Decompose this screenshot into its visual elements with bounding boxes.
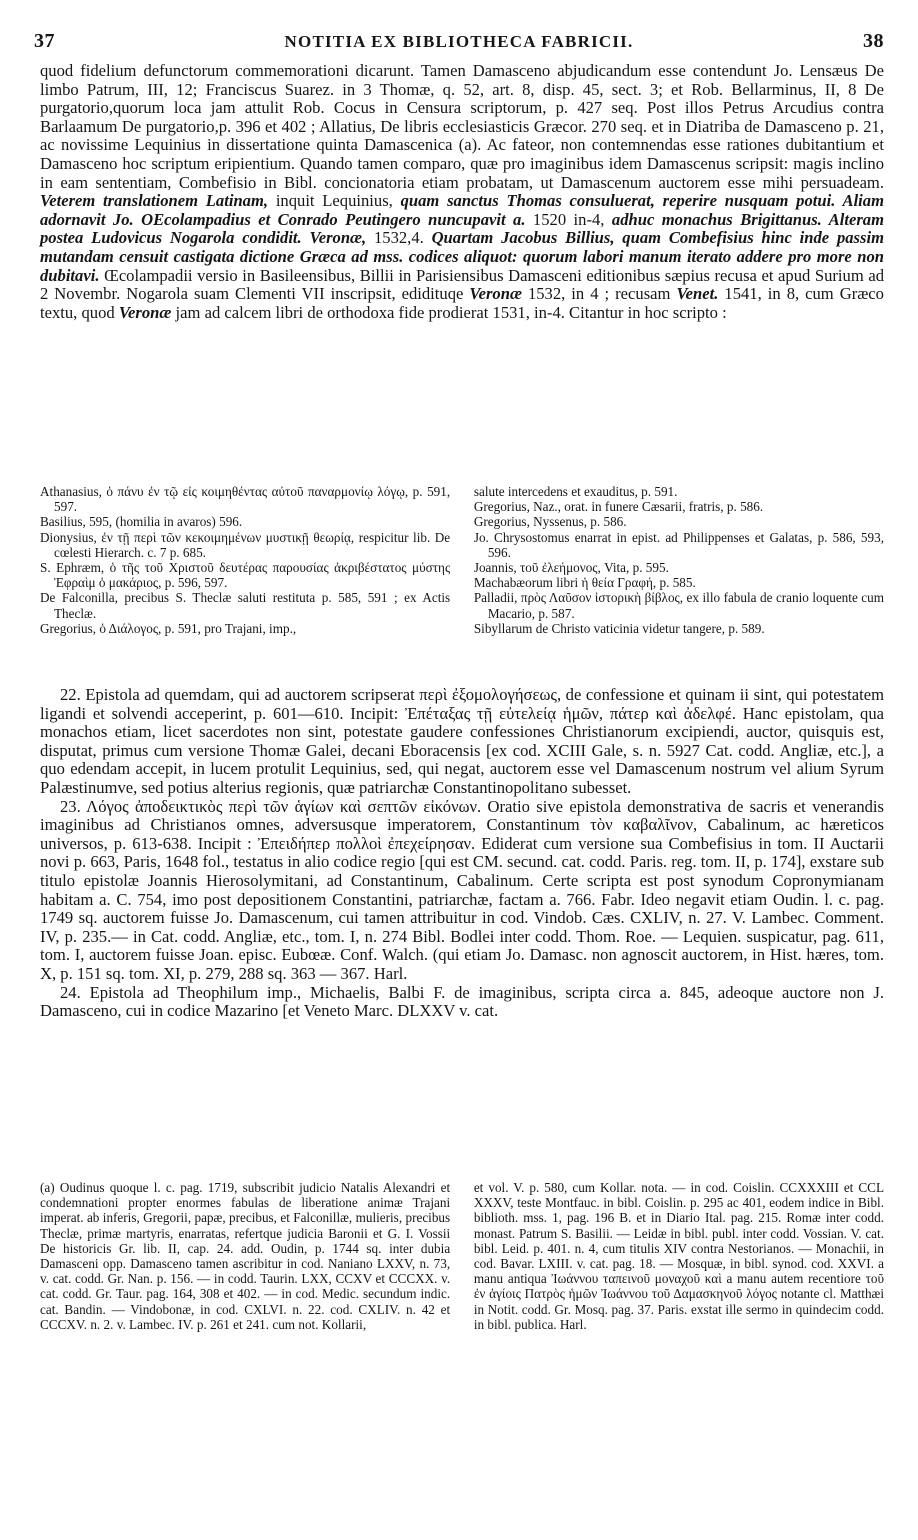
- section-22: 22. Epistola ad quemdam, qui ad auctorem scripserat περὶ ἐξομολογήσεως, de confessione et quinam ii sint, qui potestatem ligandi et solvendi acceperint, p. 601—610. Incipit: Ἐπέταξας τῇ εὐτελείᾳ ἡμῶν, πάτερ καὶ ἀδελφέ. Hanc epistolam, qua monachos etiam, licet sacerdotes non sint, potestate gaudere confessiones Christianorum excipiendi, auctor, quisquis est, disputat, primus cum versione Thomæ Galei, decani Eboracensis [ex cod. XCIII Gale, s. n. 5927 Cat. codd. Angliæ, etc.], a quo edendam accepit, in lucem protulit Lequinius, sed, qui negat, auctorem esse vel Damascenum nostrum vel alium Syrum Palæstinumve, sed potius alterius regionis, quæ patriarchæ Constantinopolitano subesset.: [40, 685, 884, 797]
- section-24: 24. Epistola ad Theophilum imp., Michaelis, Balbi F. de imaginibus, scripta circa a. 845, adeoque auctore non J. Damasceno, cui in codice Mazarino [et Veneto Marc. DLXXV v. cat.: [40, 982, 884, 1021]
- intro-text-10: Veronæ: [469, 284, 522, 304]
- citation-entry: Dionysius, ἐν τῇ περὶ τῶν κεκοιμημένων μυστικῇ θεωρίᾳ, respicitur lib. De cœlesti Hierarch. c. 7 p. 685.: [40, 529, 451, 560]
- citation-entry: Palladii, πρὸς Λαῦσον ἱστορικὴ βίβλος, ex illo fabula de cranio loquente cum Macario, p. 587.: [473, 590, 884, 621]
- citation-column-left: [40, 484, 450, 636]
- intro-text-6: adhuc monachus Brigittanus. Alteram postea Ludovicus Nogarola condidit. Veronæ,: [40, 209, 884, 248]
- running-title: NOTITIA EX BIBLIOTHECA FABRICII.: [284, 32, 634, 51]
- intro-text-2: Veterem translationem Latinam,: [40, 191, 269, 211]
- footnotes: [40, 1180, 884, 1332]
- footnote-a-continued: et vol. V. p. 580, cum Kollar. nota. — in cod. Coislin. CCXXXIII et CCL XXXV, teste Montfauc. in bibl. Coislin. p. 295 ac 401, eodem indice in Bibl. biblioth. mss. 1, pag. 196 B. et in Diario Ital. pag. 215. Romæ inter codd. monast. Patrum S. Basilii. — Leidæ in bibl. publ. inter codd. Vossian. V. cat. bibl. Leid. p. 401. n. 4, cum titulis XIV contra Nestorianos. — Monachii, in cod. Bavar. LXIII. v. cat. pag. 18. — Mosquæ, in bibl. synod. cod. XXVI. a manu antiqua Ἰωάννου ταπεινοῦ μοναχοῦ καὶ a manu autem recentiore τοῦ ἐν ἁγίοις Πατρὸς ἡμῶν Ἰωάννου τοῦ Δαμασκηνοῦ λόγος notante cl. Matthæi in Notit. codd. Gr. Mosq. pag. 37. Paris. exstat ille sermo in quindecim codd. in bibl. publica. Harl.: [473, 1180, 884, 1332]
- citation-index: [40, 484, 884, 636]
- running-header: [34, 30, 884, 60]
- intro-text-5: 1520 in-4,: [532, 209, 605, 229]
- page-number-left: 37: [34, 30, 55, 52]
- intro-text-12: Venet.: [676, 284, 719, 304]
- intro-text-14: Veronæ: [118, 302, 172, 322]
- intro-text-7: 1532,4.: [373, 228, 424, 248]
- citation-entry: salute intercedens et exauditus, p. 591.: [473, 484, 678, 499]
- intro-text-13: 1541, in 8, cum Græco textu, quod: [40, 284, 884, 322]
- citation-entry: Machabæorum libri ἡ θεία Γραφή, p. 585.: [473, 575, 696, 591]
- intro-text-11: 1532, in 4 ; recusam: [527, 284, 671, 304]
- citation-entry: Joannis, τοῦ ἐλεήμονος, Vita, p. 595.: [473, 560, 669, 576]
- citation-entry: Athanasius, ὁ πάνυ ἐν τῷ εἰς κοιμηθέντας αὐτοῦ παναρμονίῳ λόγῳ, p. 591, 597.: [40, 484, 451, 515]
- intro-paragraph: [40, 62, 884, 322]
- footnote-a: (a) Oudinus quoque l. c. pag. 1719, subscribit judicio Natalis Alexandri et condemnationi propter enormes fabulas de liberatione animæ Trajani imperat. ab inferis, Gregorii, papæ, precibus, et Falconillæ, mulieris, precibus Theclæ, primæ martyris, enarratas, refertque judicia Baronii et G. I. Vossii De historicis Gr. lib. II, cap. 24. add. Oudin, p. 1744 sq. inter dubia Damasceni opp. Damasceno tamen ascribitur in cod. Naniano LXXV, n. 73, v. cat. codd. Gr. Nan. p. 156. — in codd. Taurin. LXX, CCXV et CCCXX. v. cat. codd. Gr. Taur. pag. 164, 308 et 402. — in cod. Medic. secundum indic. cat. Bandin. — Vindobonæ, in cod. CXLVI. n. 22. cod. CXLIV. n. 42 et CCCXV. n. 2. v. Lambec. IV. p. 261 et 241. cum not. Kollarii,: [40, 1180, 451, 1332]
- intro-text-3: inquit Lequinius,: [275, 191, 393, 211]
- section-23: 23. Λόγος ἀποδεικτικὸς περὶ τῶν ἁγίων καὶ σεπτῶν εἰκόνων. Oratio sive epistola demonstrativa de sacris et venerandis imaginibus ad Christianos omnes, adversusque imperatorem, Constantinum τὸν καβαλῖνον, Cabalinum, ac hæreticos universos, p. 613-638. Incipit : Ἐπειδήπερ πολλοὶ ἐπεχείρησαν. Ediderat cum versione sua Combefisius in tom. II Auctarii novi p. 663, Paris, 1648 fol., testatus in alio codice regio [qui est CM. secund. cat. codd. Paris. reg. tom. II, p. 174], exstare sub titulo epistolæ Joannis Hierosolymitani, ad Constantinum, Cabalinum. Certe scripta est post synodum Copronymianam habitam a. C. 754, imo post depositionem Constantini, patriarchæ, factam a. 766. Fabr. Ideo negavit etiam Oudin. l. c. pag. 1749 sq. auctorem fuisse Jo. Damascenum, cui tamen attribuitur in cod. Vindob. Cæs. CXLIV, n. 27. V. Lambec. Comment. IV, p. 235.— in Cat. codd. Angliæ, etc., tom. I, n. 274 Bibl. Bodlei inter codd. Thom. Roe. — Lequien. suspicatur, pag. 611, tom. I, auctorem fuisse Joan. episc. Eubœæ. Conf. Walch. (qui etiam Jo. Damasc. non agnoscit auctorem, in Hist. hæres, tom. X, p. 151 sq. tom. XI, p. 279, 288 sq. 363 — 367. Harl.: [40, 796, 884, 983]
- citation-entry: Gregorius, ὁ Διάλογος, p. 591, pro Trajani, imp.,: [40, 620, 297, 636]
- citation-entry: Sibyllarum de Christo vaticinia videtur tangere, p. 589.: [473, 620, 765, 636]
- intro-text-8: Quartam Jacobus Billius, quam Combefisius hinc inde passim mutandam censuit castigata dictione Græca ad mss. codices aliquot: quorum labori manum iterato addere pro more non dubitavi.: [40, 228, 884, 285]
- intro-text-4: quam sanctus Thomas consuluerat, reperire nusquam potui. Aliam adornavit Jo. OEcolampadius et Conrado Peutingero nuncupavit a.: [40, 191, 884, 229]
- footnote-column-right: [474, 1180, 884, 1332]
- citation-entry: Basilius, 595, (homilia in avaros) 596.: [40, 514, 243, 530]
- intro-text-9: Œcolampadii versio in Basileensibus, Billii in Parisiensibus Damasceni editionibus sæpius recusa et apud Surium ad 2 Novembr. Nogarola suam Clementi VII inscripsit, edidituqe: [40, 265, 884, 304]
- page-number-right: 38: [862, 30, 884, 52]
- footnote-column-left: [40, 1180, 450, 1332]
- intro-text-1: quod fidelium defunctorum commemorationi dicarunt. Tamen Damasceno abjudicandum esse contendunt Jo. Lensæus De limbo Patrum, III, 12; Franciscus Suarez. in 3 Thomæ, q. 52, art. 8, disp. 45, sect. 3; et Rob. Bellarminus, II, 8 De purgatorio,quorum loca jam attulit Rob. Cocus in Censura scriptorum, p. 427 seq. Post illos Petrus Arcudius contra Barlaamum De purgatorio,p. 396 et 402 ; Allatius, De libris ecclesiasticis Græcor. 270 seq. et in Diatriba de Damasceno p. 21, ac novissime Lequinius in dissertatione quinta Damascenica (a). Ac fateor, non contemnendas esse rationes dubitantium et Damasceno hoc scriptum eripientium. Quando tamen comparo, quæ pro imaginibus idem Damascenus scripsit: magis inclino in eam sententiam, Combefisio in Bibl. concionatoria etiam probatam, ut Damascenum auctorem esse mihi persuadeam.: [40, 61, 884, 192]
- citation-entry: Jo. Chrysostomus enarrat in epist. ad Philippenses et Galatas, p. 586, 593, 596.: [473, 529, 884, 560]
- citation-entry: Gregorius, Nyssenus, p. 586.: [473, 514, 627, 530]
- citation-column-right: [474, 484, 884, 636]
- numbered-sections: [40, 686, 884, 1021]
- intro-text-15: jam ad calcem libri de orthodoxa fide prodierat 1531, in-4. Citantur in hoc scripto :: [175, 302, 727, 322]
- citation-entry: Gregorius, Naz., orat. in funere Cæsarii, fratris, p. 586.: [473, 499, 764, 515]
- citation-entry: S. Ephræm, ὁ τῆς τοῦ Χριστοῦ δευτέρας παρουσίας ἀκριβέστατος μύστης Ἐφραὶμ ὁ μακάριος, p. 596, 597.: [40, 560, 451, 591]
- citation-entry: De Falconilla, precibus S. Theclæ saluti restituta p. 585, 591 ; ex Actis Theclæ.: [40, 590, 451, 621]
